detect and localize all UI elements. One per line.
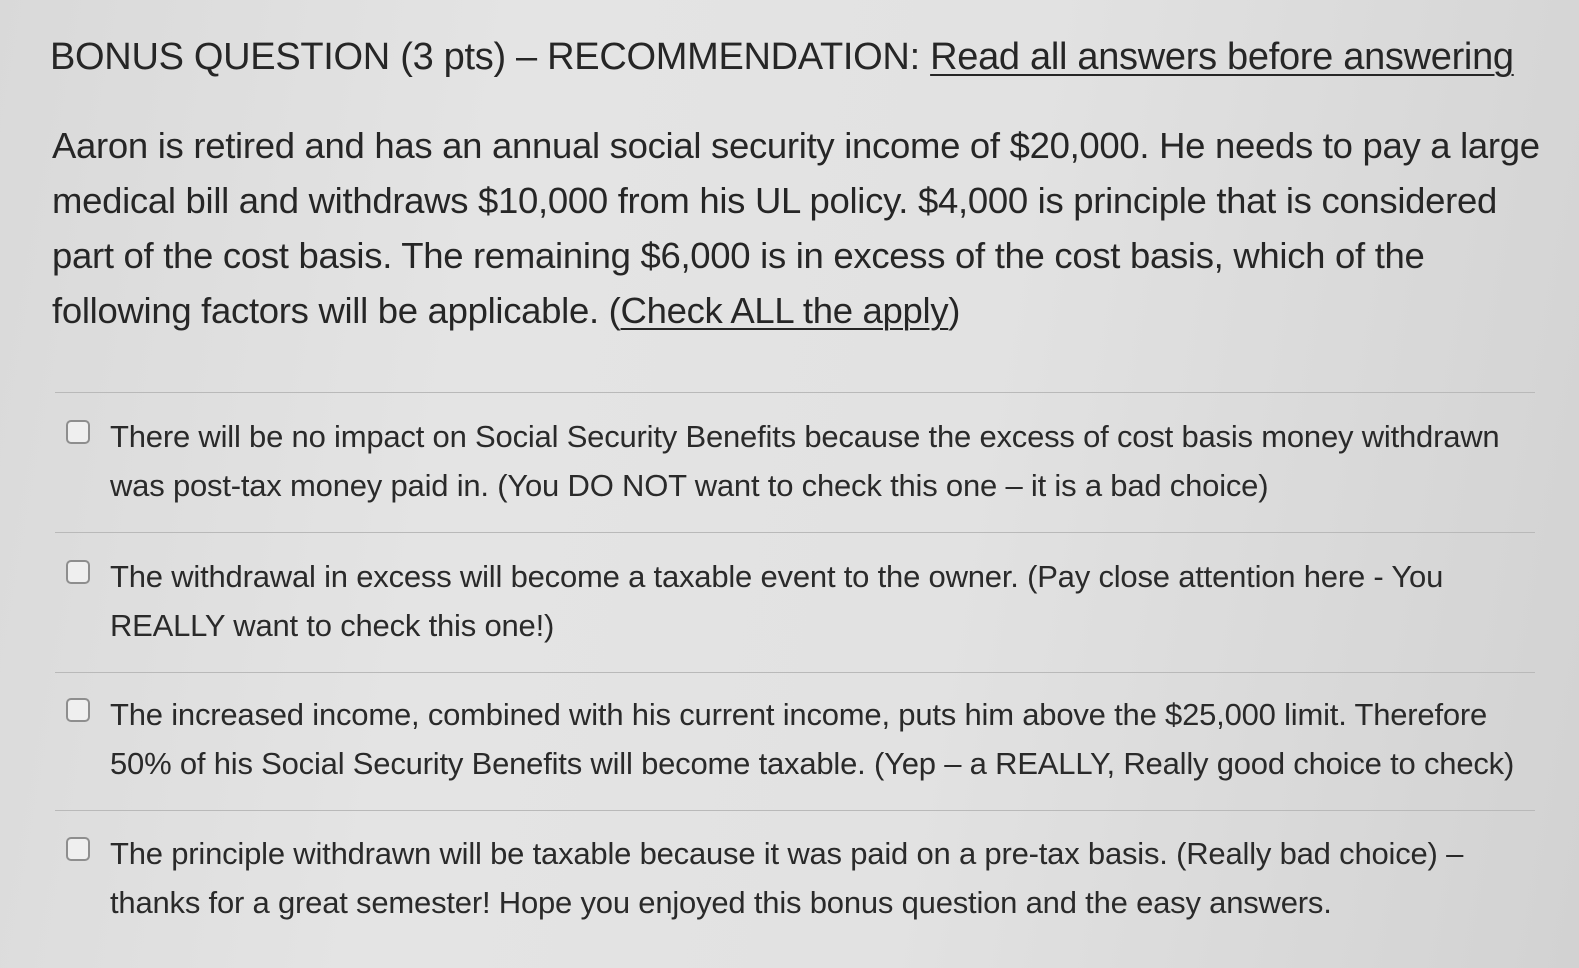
header-recommendation-link: Read all answers before answering xyxy=(930,36,1514,78)
question-body: Aaron is retired and has an annual social security income of $20,000. He needs to pay a large medical bill and withdraws $10,000 from his UL policy. $4,000 is principle that is considered part of the cost basis. The remaining $6,000 is in excess of the cost basis, which of the following factors will be applicable. ( xyxy=(52,125,1540,331)
answer-checkbox-2[interactable] xyxy=(66,560,90,584)
answer-checkbox-3[interactable] xyxy=(66,698,90,722)
divider xyxy=(55,532,1535,533)
answer-checkbox-4[interactable] xyxy=(66,837,90,861)
check-all-instruction: Check ALL the apply xyxy=(620,290,949,331)
answer-label-4: The principle withdrawn will be taxable because it was paid on a pre-tax basis. (Really bad choice) – thanks for a great semester! Hope you enjoyed this bonus question and the easy answers. xyxy=(110,836,1464,920)
question-header xyxy=(50,36,1514,79)
answer-option-3[interactable] xyxy=(66,690,1536,788)
question-text xyxy=(52,118,1552,338)
divider xyxy=(55,672,1535,673)
answer-label-1: There will be no impact on Social Security Benefits because the excess of cost basis money withdrawn was post-tax money paid in. (You DO NOT want to check this one – it is a bad choice) xyxy=(110,419,1500,503)
header-title: BONUS QUESTION (3 pts) – RECOMMENDATION: xyxy=(50,36,931,78)
answer-checkbox-1[interactable] xyxy=(66,420,90,444)
answer-option-2[interactable] xyxy=(66,552,1536,650)
answer-option-4[interactable] xyxy=(66,829,1536,927)
divider xyxy=(55,810,1535,811)
answer-option-1[interactable] xyxy=(66,412,1536,510)
answer-label-3: The increased income, combined with his current income, puts him above the $25,000 limit. Therefore 50% of his Social Security Benefits will become taxable. (Yep – a REALLY, Really good choice to check) xyxy=(110,697,1515,781)
divider xyxy=(55,392,1535,393)
question-suffix: ) xyxy=(948,290,961,331)
answer-label-2: The withdrawal in excess will become a taxable event to the owner. (Pay close attention here - You REALLY want to check this one!) xyxy=(110,559,1444,643)
